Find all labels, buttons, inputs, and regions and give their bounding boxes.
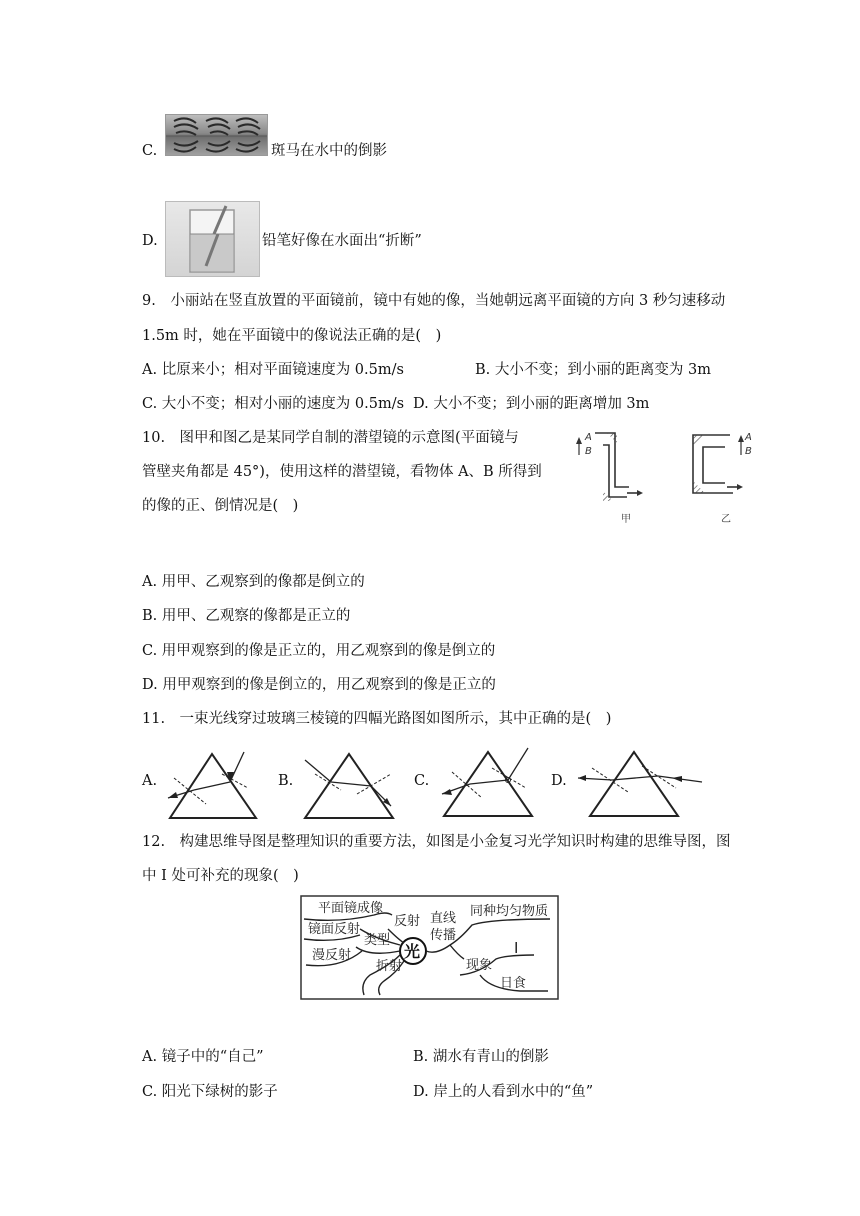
periscope-label-b2: B: [745, 446, 752, 457]
q10-stem-line2: 管壁夹角都是 45°)，使用这样的潜望镜，看物体 A、B 所得到: [142, 464, 542, 480]
q11-stem: 11. 一束光线穿过玻璃三棱镜的四幅光路图如图所示，其中正确的是( ): [142, 711, 612, 727]
q10-option-b: B. 用甲、乙观察的像都是正立的: [142, 608, 351, 624]
map-text-rishi: 日食: [500, 976, 527, 991]
q12-stem-line2: 中 I 处可补充的现象( ): [142, 868, 299, 884]
q12-option-d: D. 岸上的人看到水中的“鱼”: [413, 1084, 594, 1100]
map-text-manfanshe: 漫反射: [312, 948, 352, 963]
prism-diagram-c: [442, 748, 532, 816]
zebra-reflection-photo: [165, 114, 268, 156]
periscope-label-a2: A: [745, 432, 752, 443]
q8-option-d-letter: D.: [142, 233, 158, 249]
map-text-guang: 光: [404, 942, 421, 961]
map-text-leixing: 类型: [364, 933, 391, 948]
periscope-jia: [576, 433, 643, 501]
q9-option-a: A. 比原来小；相对平面镜速度为 0.5m/s: [142, 362, 404, 378]
map-text-zhixian: 直线: [430, 911, 457, 926]
q12-option-c: C. 阳光下绿树的影子: [142, 1084, 278, 1100]
map-text-xianxiang: 现象: [466, 958, 493, 973]
map-text-chuanbo: 传播: [430, 928, 457, 943]
q11-option-b-letter: B.: [278, 773, 294, 789]
prism-diagram-b: [305, 754, 393, 818]
q9-option-b: B. 大小不变；到小丽的距离变为 3m: [475, 362, 711, 378]
q12-option-a: A. 镜子中的“自己”: [142, 1049, 264, 1065]
q10-option-c: C. 用甲观察到的像是正立的，用乙观察到的像是倒立的: [142, 643, 496, 659]
q10-option-a: A. 用甲、乙观察到的像都是倒立的: [142, 574, 365, 590]
q9-option-c: C. 大小不变；相对小丽的速度为 0.5m/s: [142, 396, 405, 412]
periscope-caption-jia: 甲: [621, 514, 631, 525]
q11-option-c-letter: C.: [414, 773, 430, 789]
periscope-label-b: B: [585, 446, 592, 457]
periscope-yi: [693, 435, 744, 493]
q10-stem-line1: 10. 图甲和图乙是某同学自制的潜望镜的示意图(平面镜与: [142, 430, 519, 446]
q12-option-b: B. 湖水有青山的倒影: [413, 1049, 549, 1065]
map-text-jingmian: 镜面反射: [308, 922, 361, 937]
q9-stem-line1: 9. 小丽站在竖直放置的平面镜前，镜中有她的像，当她朝远离平面镜的方向 3 秒匀速移动: [142, 293, 726, 309]
q8-option-c-text: 斑马在水中的倒影: [271, 143, 387, 159]
q8-option-d-text: 铅笔好像在水面出“折断”: [262, 233, 422, 249]
q10-stem-line3: 的像的正、倒情况是( ): [142, 498, 299, 514]
pencil-in-water-photo: [165, 201, 260, 277]
map-text-fanshe: 反射: [394, 914, 421, 929]
prism-diagram-d: [578, 752, 702, 816]
map-text-one: I: [514, 939, 519, 957]
prism-diagram-a: [160, 748, 265, 823]
q10-option-d: D. 用甲观察到的像是倒立的，用乙观察到的像是正立的: [142, 677, 496, 693]
q11-option-a-letter: A.: [142, 773, 158, 789]
q8-option-c-letter: C.: [142, 143, 158, 159]
mind-map-diagram: [300, 895, 560, 1001]
map-text-zheshe: 折射: [376, 959, 403, 974]
map-text-pingmian: 平面镜成像: [318, 901, 384, 916]
q9-option-d: D. 大小不变；到小丽的距离增加 3m: [413, 396, 650, 412]
map-text-tongzhong: 同种均匀物质: [470, 904, 549, 919]
q9-stem-line2: 1.5m 时，她在平面镜中的像说法正确的是( ): [142, 328, 442, 344]
periscope-label-a: A: [585, 432, 592, 443]
periscope-diagram: [565, 425, 755, 530]
q11-option-d-letter: D.: [551, 773, 567, 789]
periscope-caption-yi: 乙: [721, 514, 731, 525]
q12-stem-line1: 12. 构建思维导图是整理知识的重要方法，如图是小金复习光学知识时构建的思维导图，图: [142, 834, 731, 850]
